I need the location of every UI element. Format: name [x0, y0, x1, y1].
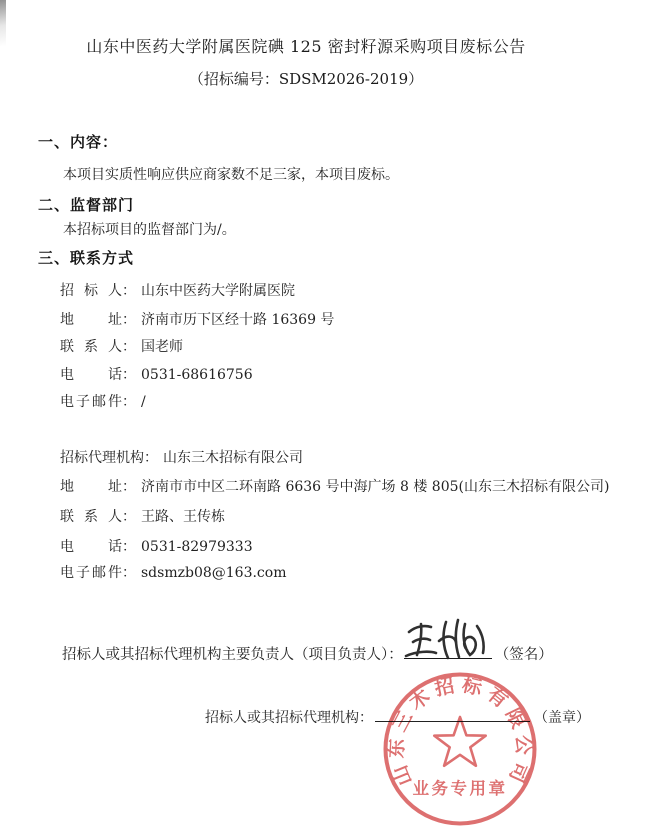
agency-email-row	[60, 563, 286, 583]
agency-name-row	[60, 448, 303, 468]
colon: ：	[122, 509, 136, 525]
field-value: 0531-68616756	[141, 367, 253, 383]
svg-text:山东三木招标有限公司	[384, 673, 535, 791]
field-value: 山东中医药大学附属医院	[141, 283, 295, 299]
section-2-heading: 二、监督部门	[38, 196, 135, 214]
handwritten-signature	[401, 615, 495, 665]
field-label: 联系人	[60, 509, 122, 525]
responsible-label: 招标人或其招标代理机构主要负责人（项目负责人）：	[62, 647, 403, 663]
field-label: 电子邮件	[60, 394, 122, 410]
company-seal-stamp	[377, 666, 543, 832]
agency-address-row	[60, 477, 609, 497]
field-value: 王路、王传栋	[141, 509, 225, 525]
colon: ：	[122, 394, 136, 410]
field-label: 电话	[60, 539, 122, 555]
tender-number: （招标编号：SDSM2026-2019）	[188, 70, 424, 88]
field-label: 招标代理机构	[60, 450, 144, 466]
colon: ：	[144, 450, 158, 466]
colon: ：	[122, 339, 136, 355]
field-label: 招标人	[60, 283, 122, 299]
field-value: 济南市市中区二环南路 6636 号中海广场 8 楼 805(山东三木招标有限公司)	[141, 479, 610, 495]
field-value: 济南市历下区经十路 16369 号	[141, 312, 335, 328]
colon: ：	[122, 283, 136, 299]
field-value: 0531-82979333	[141, 539, 253, 555]
field-label: 地址	[60, 312, 122, 328]
section-1-body: 本项目实质性响应供应商家数不足三家，本项目废标。	[63, 167, 399, 183]
colon: ：	[122, 539, 136, 555]
field-label: 联系人	[60, 339, 122, 355]
colon: ：	[122, 479, 136, 495]
agency-phone-row	[60, 537, 253, 557]
colon: ：	[122, 367, 136, 383]
org-label: 招标人或其招标代理机构：	[205, 710, 373, 726]
tenderer-contact-row	[60, 337, 183, 357]
field-value: /	[141, 394, 146, 410]
section-2-body: 本招标项目的监督部门为/。	[63, 222, 236, 238]
field-label: 地址	[60, 479, 122, 495]
field-value: 国老师	[141, 339, 183, 355]
tenderer-email-row	[60, 392, 146, 412]
seal-company-text: 山东三木招标有限公司	[384, 672, 536, 791]
seal-caption-text: 业务专用章	[412, 779, 508, 798]
section-1-heading: 一、内容：	[38, 133, 119, 151]
signature-underline	[404, 642, 492, 659]
sign-suffix: （签名）	[494, 647, 553, 663]
field-label: 电子邮件	[60, 565, 122, 581]
tenderer-address-row	[60, 310, 334, 330]
section-3-heading: 三、联系方式	[38, 249, 135, 267]
tenderer-name-row	[60, 281, 295, 301]
tenderer-phone-row	[60, 365, 253, 385]
page-title: 山东中医药大学附属医院碘 125 密封籽源采购项目废标公告	[86, 37, 526, 56]
field-value: sdsmzb08@163.com	[141, 565, 287, 581]
field-label: 电话	[60, 367, 122, 383]
colon: ：	[122, 565, 136, 581]
field-value: 山东三木招标有限公司	[163, 450, 303, 466]
star-icon	[434, 717, 485, 766]
responsible-signature-line	[62, 642, 553, 665]
colon: ：	[122, 312, 136, 328]
agency-contact-row	[60, 507, 225, 527]
seal-suffix: （盖章）	[534, 710, 590, 726]
